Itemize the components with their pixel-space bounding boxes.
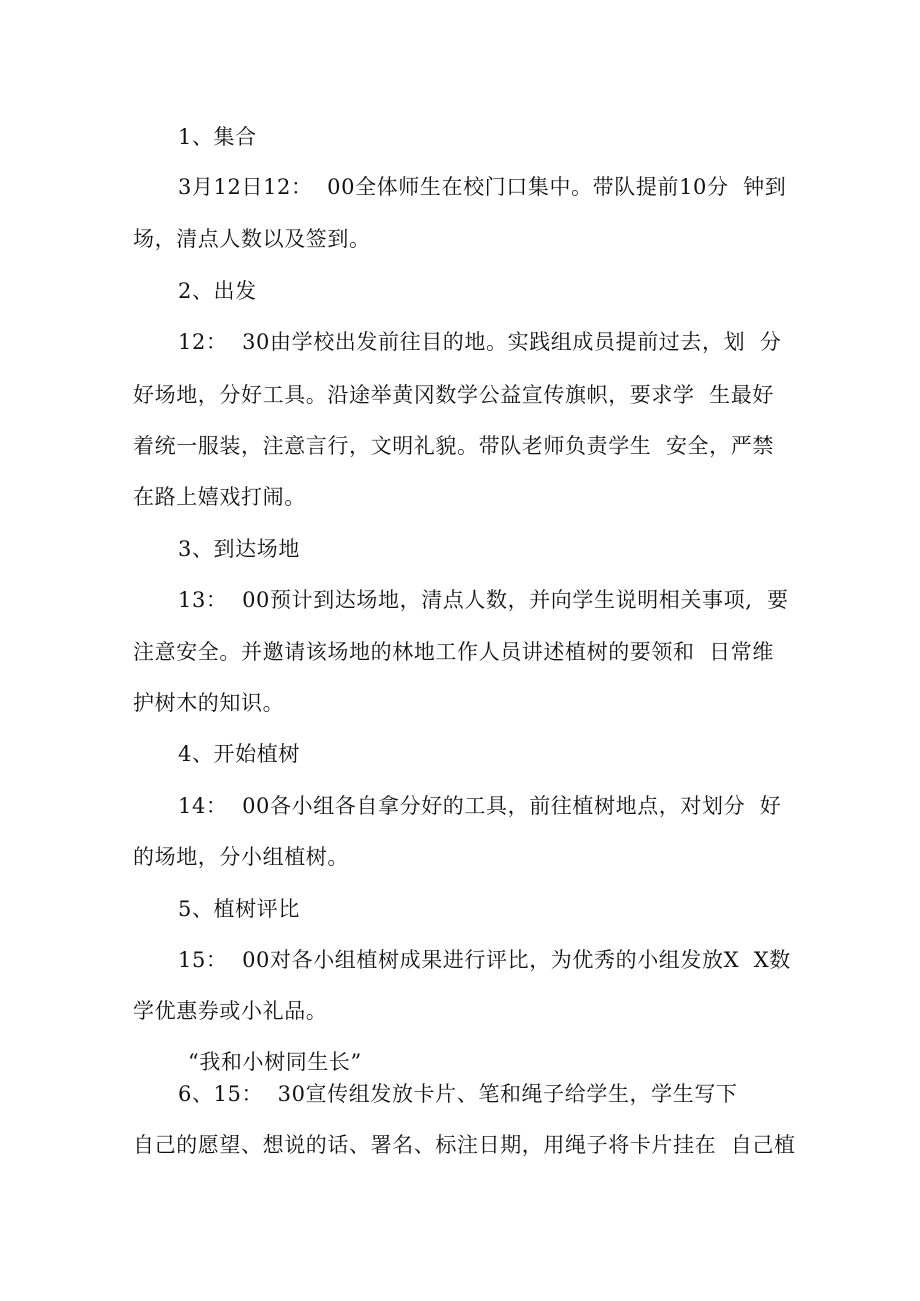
section-heading-planting: 4、开始植树 bbox=[178, 742, 300, 766]
section-heading-depart: 2、出发 bbox=[178, 279, 257, 303]
paragraph-line: 好场地，分好工具。沿途举黄冈数学公益宣传旗帜，要求学 生最好 bbox=[133, 383, 774, 407]
section-heading-arrive: 3、到达场地 bbox=[178, 537, 300, 561]
paragraph-line: 12： 30由学校出发前往目的地。实践组成员提前过去，划 分 bbox=[178, 330, 782, 354]
paragraph-line: 场，清点人数以及签到。 bbox=[133, 227, 371, 251]
section-heading-gather: 1、集合 bbox=[178, 125, 257, 149]
paragraph-line: 15： 00对各小组植树成果进行评比，为优秀的小组发放X X数 bbox=[178, 948, 791, 972]
paragraph-line: 护树木的知识。 bbox=[133, 691, 285, 715]
paragraph-line: 13： 00预计到达场地，清点人数，并向学生说明相关事项, 要 bbox=[178, 588, 789, 612]
section-heading-evaluation: 5、植树评比 bbox=[178, 897, 300, 921]
paragraph-line: 3月12日12： 00全体师生在校门口集中。带队提前10分 钟到 bbox=[178, 175, 787, 199]
paragraph-line: 自己的愿望、想说的话、署名、标注日期，用绳子将卡片挂在 自己植 bbox=[133, 1133, 796, 1157]
paragraph-line: 在路上嬉戏打闹。 bbox=[133, 485, 306, 509]
paragraph-line: 的场地，分小组植树。 bbox=[133, 845, 349, 869]
activity-title: “我和小树同生长” bbox=[188, 1050, 362, 1074]
paragraph-line: 学优惠券或小礼品。 bbox=[133, 999, 328, 1023]
paragraph-line: 14： 00各小组各自拿分好的工具，前往植树地点，对划分 好 bbox=[178, 794, 782, 818]
section-heading-wish-card: 6、15： 30宣传组发放卡片、笔和绳子给学生，学生写下 bbox=[178, 1082, 738, 1106]
paragraph-line: 注意安全。并邀请该场地的林地工作人员讲述植树的要领和 日常维 bbox=[133, 640, 774, 664]
paragraph-line: 着统一服装，注意言行，文明礼貌。带队老师负责学生 安全，严禁 bbox=[133, 434, 774, 458]
